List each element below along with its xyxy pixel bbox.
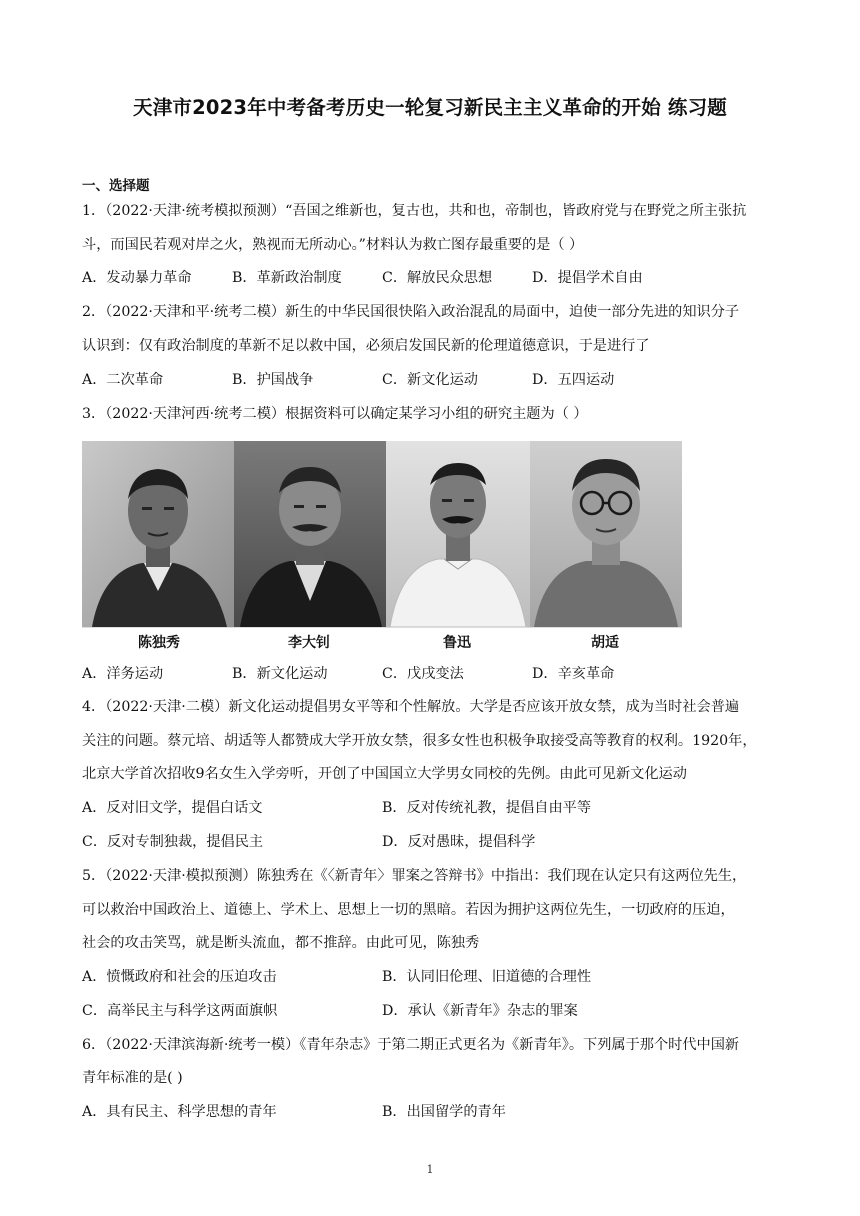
question-1-text-line-1: 1．（2022·天津·统考模拟预测）“吾国之维新也，复古也，共和也，帝制也，皆政府党与在野党之所主张抗 (82, 203, 747, 219)
question-2-option-c: C．新文化运动 (382, 372, 478, 388)
portrait-strip (82, 441, 682, 653)
question-2-option-b: B．护国战争 (232, 372, 314, 388)
portrait-photo-4 (530, 441, 682, 627)
portrait-photo-3 (386, 441, 530, 627)
portrait-caption-3: 鲁迅 (443, 635, 471, 651)
question-4-text-line-2: 关注的问题。蔡元培、胡适等人都赞成大学开放女禁，很多女性也积极争取接受高等教育的权利。1920年， (82, 733, 757, 749)
question-3-option-a: A．洋务运动 (82, 666, 164, 682)
question-2-option-a: A．二次革命 (82, 372, 164, 388)
question-6-text-line-2: 青年标准的是( ) (82, 1070, 183, 1086)
question-4-option-d: D．反对愚昧，提倡科学 (382, 834, 536, 850)
question-5-option-a: A．愤慨政府和社会的压迫攻击 (82, 969, 277, 985)
question-3-option-d: D．辛亥革命 (532, 666, 615, 682)
portrait-photo-2 (234, 441, 386, 627)
section-heading: 一、选择题 (82, 178, 150, 194)
question-4-option-b: B．反对传统礼教，提倡自由平等 (382, 800, 592, 816)
question-1-option-d: D．提倡学术自由 (532, 270, 643, 286)
question-6-text-line-1: 6．（2022·天津滨海新·统考一模）《青年杂志》于第二期正式更名为《新青年》。下列属于那个时代中国新 (82, 1037, 740, 1053)
page-number: 1 (426, 1163, 434, 1176)
question-4-text-line-3: 北京大学首次招收9名女生入学旁听，开创了中国国立大学男女同校的先例。由此可见新文化运动 (82, 766, 687, 782)
portrait-caption-2: 李大钊 (288, 635, 330, 651)
question-2-option-d: D．五四运动 (532, 372, 615, 388)
question-4-option-a: A．反对旧文学，提倡白话文 (82, 800, 263, 816)
question-3-option-c: C．戊戌变法 (382, 666, 464, 682)
question-5-text-line-1: 5．（2022·天津·模拟预测）陈独秀在《〈新青年〉罪案之答辩书》中指出：我们现在认定只有这两位先生， (82, 868, 747, 884)
question-5-text-line-2: 可以救治中国政治上、道德上、学术上、思想上一切的黑暗。若因为拥护这两位先生，一切政府的压迫， (82, 902, 735, 918)
portrait-captions (82, 627, 682, 654)
question-1-option-c: C．解放民众思想 (382, 270, 493, 286)
question-5-option-c: C．高举民主与科学这两面旗帜 (82, 1003, 278, 1019)
question-5-option-d: D．承认《新青年》杂志的罪案 (382, 1003, 578, 1019)
question-2-text-line-1: 2．（2022·天津和平·统考二模）新生的中华民国很快陷入政治混乱的局面中，迫使一部分先进的知识分子 (82, 304, 740, 320)
question-5-text-line-3: 社会的攻击笑骂，就是断头流血，都不推辞。由此可见，陈独秀 (82, 935, 480, 951)
page-title: 天津市2023年中考备考历史一轮复习新民主主义革命的开始 练习题 (133, 96, 727, 119)
portrait-caption-1: 陈独秀 (138, 635, 180, 651)
question-4-text-line-1: 4．（2022·天津·二模）新文化运动提倡男女平等和个性解放。大学是否应该开放女禁，成为当时社会普遍 (82, 699, 740, 715)
question-6-option-a: A．具有民主、科学思想的青年 (82, 1104, 277, 1120)
question-3-option-b: B．新文化运动 (232, 666, 328, 682)
question-5-option-b: B．认同旧伦理、旧道德的合理性 (382, 969, 592, 985)
portrait-photo-1 (82, 441, 234, 627)
question-6-option-b: B．出国留学的青年 (382, 1104, 506, 1120)
question-3-text-line-1: 3．（2022·天津河西·统考二模）根据资料可以确定某学习小组的研究主题为（ ） (82, 406, 588, 422)
question-4-option-c: C．反对专制独裁，提倡民主 (82, 834, 264, 850)
question-1-option-a: A．发动暴力革命 (82, 270, 192, 286)
portrait-caption-4: 胡适 (591, 635, 619, 651)
question-2-text-line-2: 认识到：仅有政治制度的革新不足以救中国，必须启发国民新的伦理道德意识，于是进行了 (82, 338, 650, 354)
question-1-text-line-2: 斗，而国民若观对岸之火，熟视而无所动心。”材料认为救亡图存最重要的是（ ） (82, 237, 584, 253)
question-1-option-b: B．革新政治制度 (232, 270, 342, 286)
